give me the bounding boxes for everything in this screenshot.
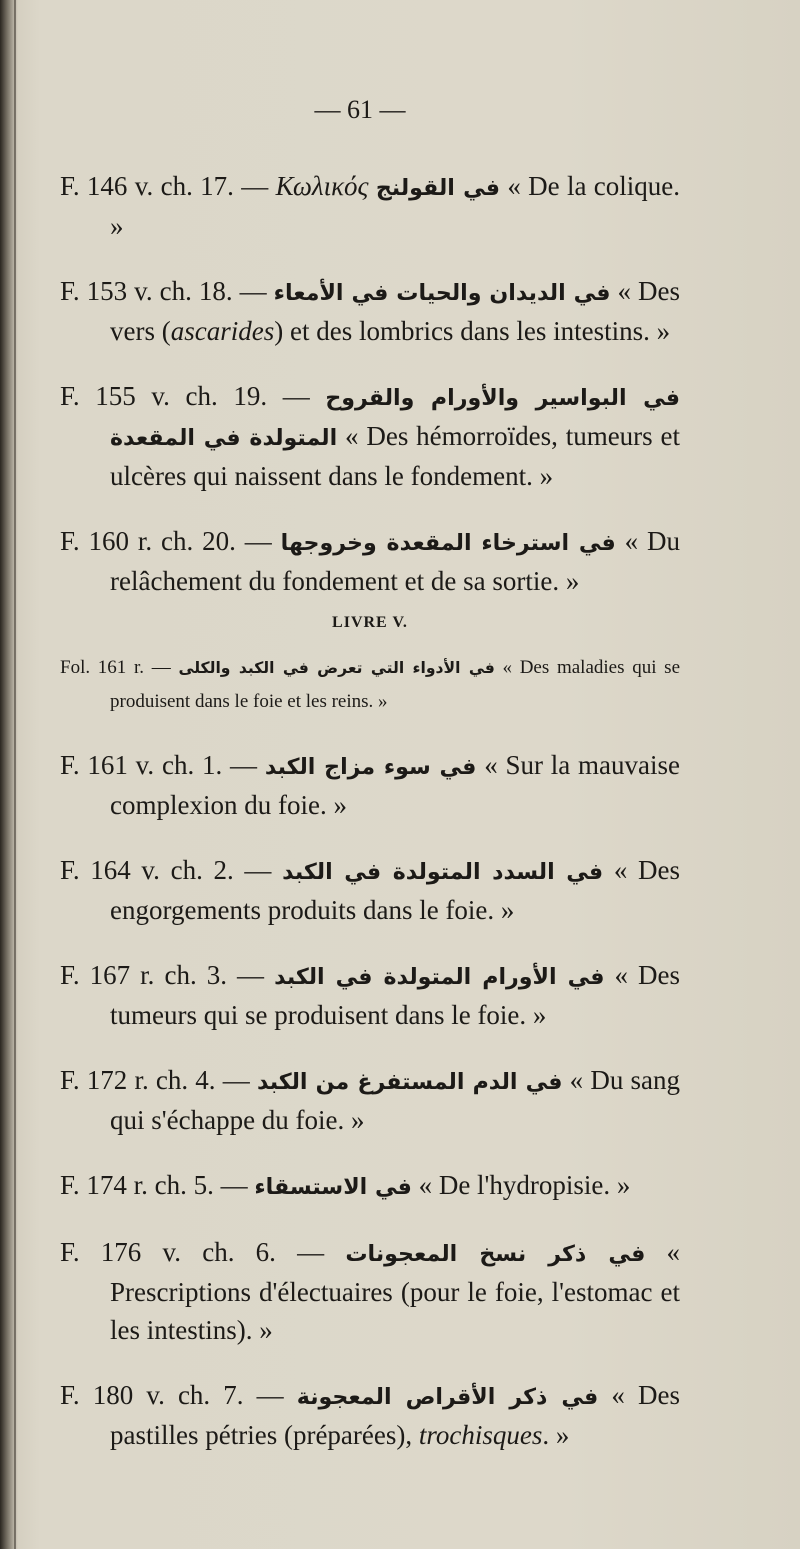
list-item: Fol. 161 r. — في الأدواء التي تعرض في الكبد والكلى « Des maladies qui se produisent dans le foie et les reins. » (60, 657, 680, 712)
list-item: F. 155 v. ch. 19. — في البواسير والأورام والقروح المتولدة في المقعدة « Des hémorroïdes, tumeurs et ulcères qui naissent dans le fondement. » (60, 381, 680, 491)
list-item: F. 172 r. ch. 4. — في الدم المستفرغ من الكبد « Du sang qui s'échappe du foie. » (60, 1065, 681, 1135)
list-item: F. 160 r. ch. 20. — في استرخاء المقعدة وخروجها « Du relâchement du fondement et de sa sortie. » (60, 526, 681, 596)
list-item: F. 167 r. ch. 3. — في الأورام المتولدة في الكبد « Des tumeurs qui se produisent dans le foie. » (60, 960, 681, 1030)
list-item: F. 153 v. ch. 18. — في الديدان والحيات في الأمعاء « Des vers (ascarides) et des lombrics dans les intestins. » (60, 276, 680, 346)
section-heading: LIVRE V. (332, 614, 408, 631)
catalog-entries (60, 140, 680, 1458)
page-number: — 61 — (314, 95, 406, 124)
list-item: F. 164 v. ch. 2. — في السدد المتولدة في الكبد « Des engorgements produits dans le foie. » (60, 855, 680, 925)
list-item: F. 174 r. ch. 5. — في الاستسقاء « De l'hydropisie. » (60, 1170, 631, 1200)
list-item: F. 161 v. ch. 1. — في سوء مزاج الكبد « Sur la mauvaise complexion du foie. » (60, 750, 681, 820)
list-item: F. 176 v. ch. 6. — في ذكر نسخ المعجونات « Prescriptions d'électuaires (pour le foie, l'estomac et les intestins). » (60, 1237, 681, 1345)
list-item: F. 146 v. ch. 17. — Κωλικός في القولنج « De la colique. » (60, 171, 681, 241)
binding-edge-line (14, 0, 16, 1549)
list-item: F. 180 v. ch. 7. — في ذكر الأقراص المعجونة « Des pastilles pétries (préparées), trochisques. » (60, 1380, 681, 1450)
